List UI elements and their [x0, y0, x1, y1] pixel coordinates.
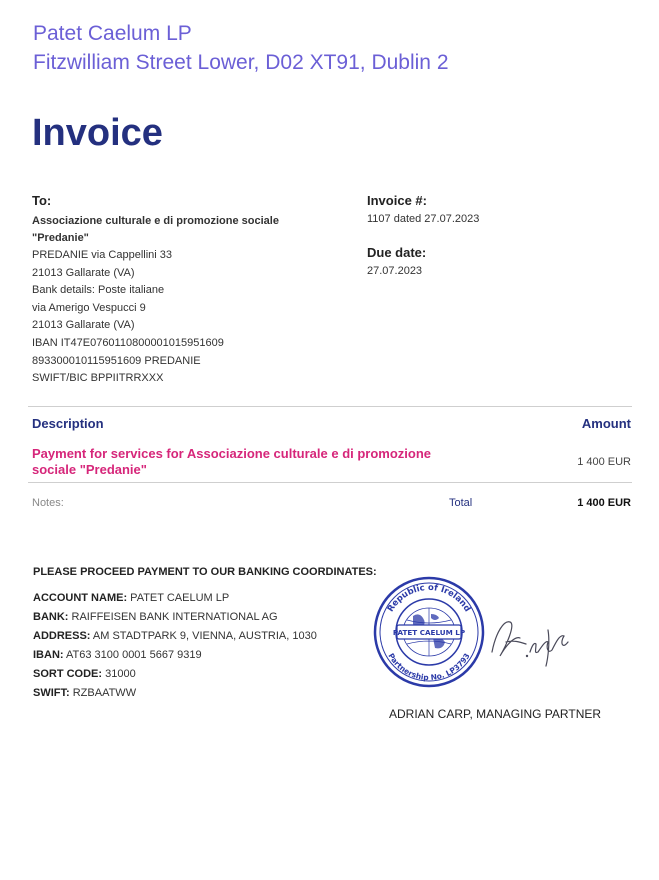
bill-to-line: 21013 Gallarate (VA) [32, 319, 135, 332]
bank-row-swift [33, 684, 393, 703]
signature-icon [486, 612, 578, 670]
invoice-number-value: 1107 dated 27.07.2023 [367, 213, 480, 225]
bank-row-iban [33, 646, 393, 665]
invoice-number-label: Invoice #: [367, 193, 427, 208]
table-bottom-divider [28, 482, 632, 483]
notes-label: Notes: [32, 497, 64, 509]
bank-row-value: AM STADTPARK 9, VIENNA, AUSTRIA, 1030 [92, 630, 317, 642]
line-item-amount: 1 400 EUR [577, 456, 631, 468]
bill-to-line: Bank details: Poste italiane [32, 284, 165, 297]
bank-row-label: SORT CODE: [33, 668, 103, 680]
line-item-description: Payment for services for Associazione culturale e di promozione sociale "Predanie" [32, 446, 432, 477]
bill-to-name: Associazione culturale e di promozione sociale "Predanie" [32, 215, 279, 244]
bank-row-account-name [33, 589, 393, 608]
stamp-top-text: Republic of Ireland [385, 582, 473, 614]
banking-heading: PLEASE PROCEED PAYMENT TO OUR BANKING COORDINATES: [33, 566, 377, 578]
stamp-bottom-text: Partnership No. LP3793 [386, 651, 472, 683]
bank-row-value: 31000 [105, 668, 136, 680]
bank-row-sort-code [33, 665, 393, 684]
bank-row-value: AT63 3100 0001 5667 9319 [66, 649, 202, 661]
bank-row-label: BANK: [33, 611, 69, 623]
invoice-info-section [367, 193, 587, 277]
bill-to-line: PREDANIE via Cappellini 33 [32, 249, 173, 261]
bank-row-value: PATET CAELUM LP [130, 592, 230, 604]
company-address: Fitzwilliam Street Lower, D02 XT91, Dublin 2 [33, 51, 449, 74]
bank-row-label: SWIFT: [33, 687, 70, 699]
total-value: 1 400 EUR [577, 497, 631, 509]
signatory-name: ADRIAN CARP, MANAGING PARTNER [389, 707, 602, 721]
bank-row-value: RAIFFEISEN BANK INTERNATIONAL AG [71, 611, 278, 623]
bank-row-label: ACCOUNT NAME: [33, 592, 128, 604]
table-top-divider [28, 406, 632, 407]
bank-row-label: IBAN: [33, 649, 64, 661]
bank-row-address [33, 627, 393, 646]
total-label: Total [449, 497, 473, 509]
company-stamp-icon [373, 576, 485, 688]
stamp-center-text: PATET CAELUM LP [392, 628, 466, 637]
bill-to-line: 21013 Gallarate (VA) [32, 266, 135, 279]
bank-row-value: RZBAATWW [72, 687, 137, 699]
bill-to-line: IBAN IT47E0760110800001015951609 [32, 336, 224, 349]
due-date-value: 27.07.2023 [367, 265, 423, 277]
bank-row-label: ADDRESS: [33, 630, 91, 642]
bill-to-label: To: [32, 193, 52, 208]
banking-details [33, 566, 393, 703]
bill-to-line: via Amerigo Vespucci 9 [32, 301, 146, 314]
description-header: Description [32, 416, 104, 431]
due-date-label: Due date: [367, 245, 427, 260]
bank-row-bank [33, 608, 393, 627]
company-name: Patet Caelum LP [33, 22, 192, 45]
bill-to-section [32, 193, 292, 388]
page-title: Invoice [32, 112, 163, 154]
bill-to-line: SWIFT/BIC BPPIITRRXXX [32, 372, 164, 385]
bill-to-line: 893300010115951609 PREDANIE [32, 354, 201, 367]
amount-header: Amount [581, 416, 631, 431]
